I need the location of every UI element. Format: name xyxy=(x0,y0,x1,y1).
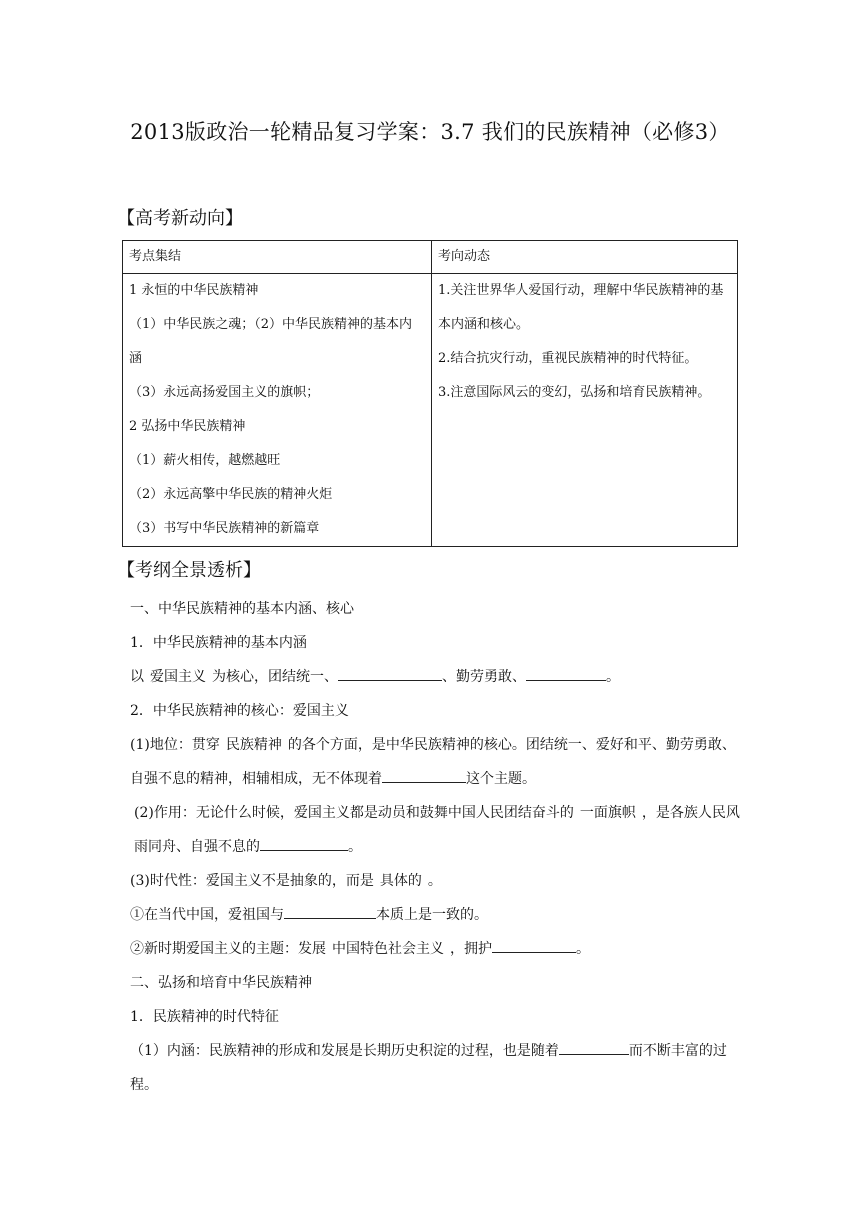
text-span: （1）内涵：民族精神的形成和发展是长期历史积淀的过程，也是随着 xyxy=(130,1043,559,1059)
document-title: 2013版政治一轮精品复习学案：3.7 我们的民族精神（必修3） xyxy=(130,120,730,144)
text-span: 本质上是一致的。 xyxy=(376,907,488,923)
answer-text: 中国特色社会主义 xyxy=(332,941,444,957)
paragraph-point-1 xyxy=(130,898,740,932)
item-heading: 1．民族精神的时代特征 xyxy=(130,1009,279,1025)
text-span: ②新时期爱国主义的主题：发展 xyxy=(130,941,326,957)
table-header-cell: 考点集结 xyxy=(123,241,432,274)
list-item: （3）书写中华民族精神的新篇章 xyxy=(129,521,320,536)
item-heading: 1．中华民族精神的基本内涵 xyxy=(130,635,307,651)
paragraph-era-connotation xyxy=(130,1034,740,1102)
text-span: (2)作用：无论什么时候，爱国主义都是动员和鼓舞中国人民团结奋斗的 xyxy=(134,805,574,821)
section-heading-syllabus-analysis: 【考纲全景透析】 xyxy=(117,560,261,581)
list-item: 3.注意国际风云的变幻，弘扬和培育民族精神。 xyxy=(438,385,711,400)
fill-in-blank xyxy=(526,666,606,681)
table-cell-key-points xyxy=(123,274,432,547)
answer-text: 民族精神 xyxy=(225,737,282,753)
paragraph-role xyxy=(130,796,740,864)
text-span: 这个主题。 xyxy=(466,771,536,787)
syllabus-body xyxy=(130,592,740,1102)
paragraph-position xyxy=(130,728,740,796)
list-item: （1）中华民族之魂；（2）中华民族精神的基本内涵 xyxy=(129,317,413,366)
list-item: （2）永远高擎中华民族的精神火炬 xyxy=(129,487,333,502)
list-item: 2 弘扬中华民族精神 xyxy=(129,419,246,434)
fill-in-blank xyxy=(338,666,442,681)
answer-text: 具体的 xyxy=(379,873,422,889)
list-item: 2.结合抗灾行动，重视民族精神的时代特征。 xyxy=(438,351,698,366)
fill-in-blank xyxy=(284,904,376,919)
part-heading: 一、中华民族精神的基本内涵、核心 xyxy=(130,601,354,617)
text-span: 。 xyxy=(576,941,590,957)
table-header-cell: 考向动态 xyxy=(432,241,738,274)
list-item: 1.关注世界华人爱国行动，理解中华民族精神的基本内涵和核心。 xyxy=(438,283,724,332)
text-span: 。 xyxy=(427,873,442,889)
fill-in-blank xyxy=(260,836,348,851)
text-span: (1)地位：贯穿 xyxy=(130,737,220,753)
text-span: 的各个方面，是中华民族精神的核心。团结统一、爱好和平、勤劳勇敢、自强不息的精神，相辅相成，无不体现着 xyxy=(130,737,736,787)
text-span: (3)时代性：爱国主义不是抽象的，而是 xyxy=(130,873,374,889)
list-item: （1）薪火相传，越燃越旺 xyxy=(129,453,281,468)
paragraph-era xyxy=(130,864,740,898)
exam-trends-table xyxy=(122,240,738,547)
item-heading: 2．中华民族精神的核心：爱国主义 xyxy=(130,703,349,719)
text-span: 。 xyxy=(606,669,620,685)
fill-in-blank xyxy=(382,768,466,783)
table-header-row xyxy=(123,241,738,274)
text-span: ，是各族人民风雨同舟、自强不息的 xyxy=(134,805,740,855)
text-span: 、勤劳勇敢、 xyxy=(442,669,526,685)
section-heading-exam-trends: 【高考新动向】 xyxy=(117,208,243,229)
part-heading: 二、弘扬和培育中华民族精神 xyxy=(130,975,312,991)
text-span: ①在当代中国，爱祖国与 xyxy=(130,907,284,923)
table-row xyxy=(123,274,738,547)
list-item: 1 永恒的中华民族精神 xyxy=(129,283,259,298)
text-span: 为核心，团结统一、 xyxy=(212,669,338,685)
paragraph-point-2 xyxy=(130,932,740,966)
fill-in-blank xyxy=(492,938,576,953)
fill-in-blank xyxy=(559,1040,629,1055)
list-item: （3）永远高扬爱国主义的旗帜； xyxy=(129,385,320,400)
text-span: 而不断丰富的过程。 xyxy=(130,1043,727,1093)
paragraph-connotation xyxy=(130,660,740,694)
answer-text: 爱国主义 xyxy=(150,669,206,685)
text-span: 。 xyxy=(348,839,362,855)
text-span: ，拥护 xyxy=(450,941,492,957)
answer-text: 一面旗帜 xyxy=(579,805,636,821)
table-cell-exam-direction xyxy=(432,274,738,547)
text-span: 以 xyxy=(130,669,144,685)
